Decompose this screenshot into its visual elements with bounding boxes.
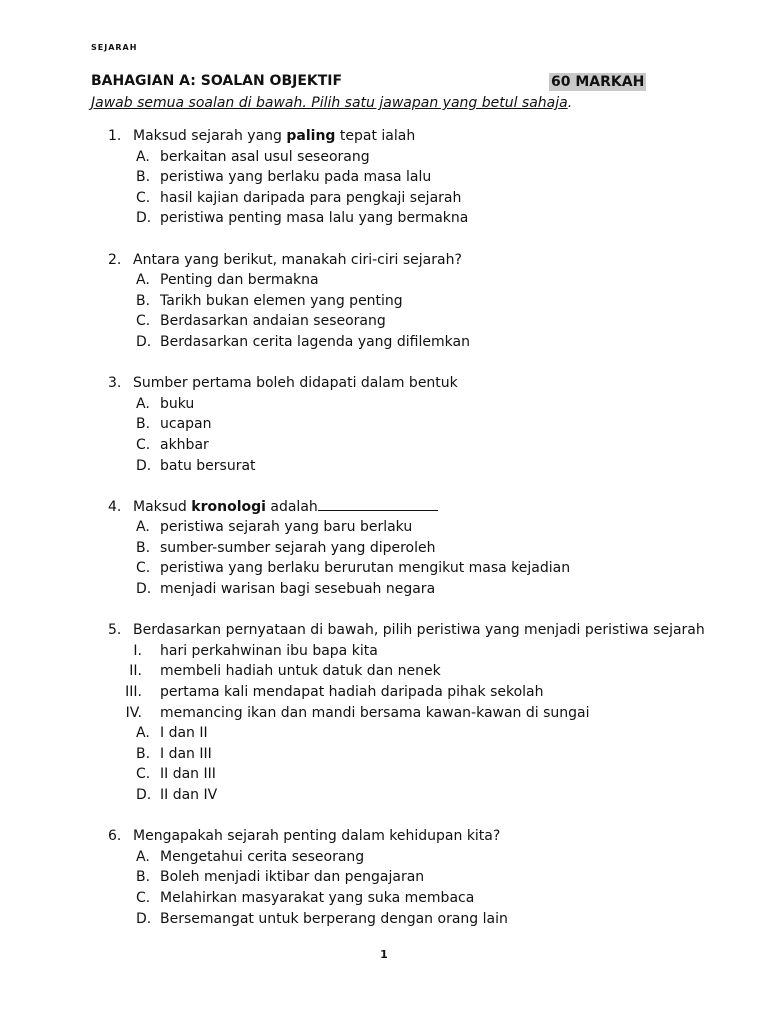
option-d: [0, 909, 768, 930]
instruction: [91, 95, 572, 111]
option-letter: D.: [136, 333, 152, 350]
question-list: [0, 126, 768, 929]
option-letter: C.: [136, 189, 151, 206]
statement-numeral: IV.: [125, 704, 142, 721]
question-6: [0, 826, 768, 929]
option-letter: D.: [136, 910, 152, 927]
option-text: II dan IV: [160, 787, 218, 803]
option-letter: B.: [136, 539, 151, 556]
page-number: 1: [380, 948, 388, 961]
option-letter: D.: [136, 457, 152, 474]
question-2: [0, 250, 768, 353]
option-c: [0, 764, 768, 785]
option-letter: C.: [136, 889, 151, 906]
option-text: Berdasarkan cerita lagenda yang difilemkan: [160, 333, 470, 350]
option-text: peristiwa sejarah yang baru berlaku: [160, 519, 413, 536]
question-number: 3.: [108, 375, 122, 392]
option-text: Boleh menjadi iktibar dan pengajaran: [160, 869, 425, 886]
option-text: Bersemangat untuk berperang dengan orang lain: [160, 910, 508, 927]
option-d: [0, 332, 768, 353]
question-1: [0, 126, 768, 229]
option-letter: A.: [136, 272, 150, 289]
option-letter: A.: [136, 395, 150, 412]
option-letter: C.: [136, 560, 151, 577]
option-text: I dan III: [160, 745, 212, 762]
option-c: [0, 311, 768, 332]
option-text: II dan III: [160, 766, 216, 783]
option-text: batu bersurat: [160, 457, 256, 474]
question-text: Sumber pertama boleh didapati dalam bentuk: [133, 375, 458, 392]
instruction-period: .: [567, 95, 573, 111]
option-d: [0, 208, 768, 229]
question-number: 5.: [108, 622, 122, 639]
answer-blank: [318, 497, 438, 511]
question-text: Berdasarkan pernyataan di bawah, pilih peristiwa yang menjadi peristiwa sejarah: [133, 622, 705, 639]
option-b: [0, 167, 768, 188]
option-a: [0, 517, 768, 538]
option-d: [0, 579, 768, 600]
option-letter: A.: [136, 519, 150, 536]
question-number: 4.: [108, 498, 122, 515]
statement-numeral: III.: [125, 684, 142, 701]
option-letter: D.: [136, 787, 152, 803]
option-text: buku: [160, 395, 195, 412]
option-a: [0, 847, 768, 868]
option-b: [0, 538, 768, 559]
question-text: Antara yang berikut, manakah ciri-ciri sejarah?: [133, 251, 462, 268]
question-stem: [0, 250, 768, 271]
option-a: [0, 394, 768, 415]
section-title: BAHAGIAN A: SOALAN OBJEKTIF: [91, 73, 343, 89]
option-b: [0, 867, 768, 888]
question-stem: [0, 497, 768, 518]
option-letter: D.: [136, 581, 152, 598]
option-text: peristiwa yang berlaku pada masa lalu: [160, 169, 432, 186]
question-stem: [0, 620, 768, 641]
statement-iv: [0, 703, 768, 724]
statement-text: memancing ikan dan mandi bersama kawan-kawan di sungai: [160, 704, 590, 721]
option-letter: C.: [136, 313, 151, 330]
option-text: sumber-sumber sejarah yang diperoleh: [160, 539, 436, 556]
subject-header: SEJARAH: [91, 43, 138, 52]
option-a: [0, 270, 768, 291]
option-b: [0, 414, 768, 435]
instruction-text: Jawab semua soalan di bawah. Pilih satu jawapan yang betul sahaja: [91, 95, 568, 111]
question-number: 6.: [108, 828, 122, 845]
question-stem: [0, 826, 768, 847]
option-text: peristiwa yang berlaku berurutan mengikut masa kejadian: [160, 560, 571, 577]
option-letter: B.: [136, 869, 151, 886]
option-c: [0, 435, 768, 456]
question-text: Mengapakah sejarah penting dalam kehidupan kita?: [133, 828, 501, 845]
option-letter: B.: [136, 416, 151, 433]
option-letter: B.: [136, 745, 151, 762]
option-letter: D.: [136, 210, 152, 227]
option-text: I dan II: [160, 725, 208, 742]
statement-iii: [0, 682, 768, 703]
option-b: [0, 291, 768, 312]
option-text: menjadi warisan bagi sesebuah negara: [160, 581, 436, 598]
option-a: [0, 723, 768, 744]
option-c: [0, 888, 768, 909]
statement-i: [0, 641, 768, 662]
question-text: adalah: [265, 498, 318, 515]
option-letter: A.: [136, 725, 150, 742]
question-5: [0, 620, 768, 805]
question-number: 2.: [108, 251, 122, 268]
option-d: [0, 785, 768, 806]
option-text: berkaitan asal usul seseorang: [160, 148, 370, 165]
option-c: [0, 188, 768, 209]
option-letter: C.: [136, 766, 151, 783]
statement-text: membeli hadiah untuk datuk dan nenek: [160, 663, 441, 680]
option-text: hasil kajian daripada para pengkaji sejarah: [160, 189, 462, 206]
option-letter: C.: [136, 436, 151, 453]
question-keyword: paling: [286, 128, 336, 144]
option-text: peristiwa penting masa lalu yang bermakna: [160, 210, 469, 227]
option-letter: A.: [136, 848, 150, 865]
question-text: tepat ialah: [335, 128, 416, 144]
option-text: Melahirkan masyarakat yang suka membaca: [160, 889, 475, 906]
statement-numeral: II.: [129, 663, 142, 680]
statement-text: hari perkahwinan ibu bapa kita: [160, 642, 378, 659]
option-letter: B.: [136, 292, 151, 309]
statement-ii: [0, 661, 768, 682]
option-d: [0, 456, 768, 477]
option-b: [0, 744, 768, 765]
option-text: Tarikh bukan elemen yang penting: [160, 292, 403, 309]
option-text: ucapan: [160, 416, 212, 433]
marks-badge: 60 MARKAH: [551, 74, 645, 90]
question-text: Maksud: [133, 498, 192, 515]
question-3: [0, 373, 768, 476]
question-4: [0, 497, 768, 600]
option-c: [0, 558, 768, 579]
statement-text: pertama kali mendapat hadiah daripada pihak sekolah: [160, 684, 544, 701]
option-text: Berdasarkan andaian seseorang: [160, 313, 386, 330]
question-number: 1.: [108, 128, 122, 144]
question-stem: [0, 373, 768, 394]
question-stem: [0, 126, 768, 147]
option-text: Penting dan bermakna: [160, 272, 319, 289]
statement-numeral: I.: [133, 642, 142, 659]
option-text: akhbar: [160, 436, 209, 453]
option-letter: A.: [136, 148, 150, 165]
option-letter: B.: [136, 169, 151, 186]
option-text: Mengetahui cerita seseorang: [160, 848, 365, 865]
option-a: [0, 147, 768, 168]
question-text: Maksud sejarah yang: [133, 128, 287, 144]
question-keyword: kronologi: [191, 498, 266, 515]
